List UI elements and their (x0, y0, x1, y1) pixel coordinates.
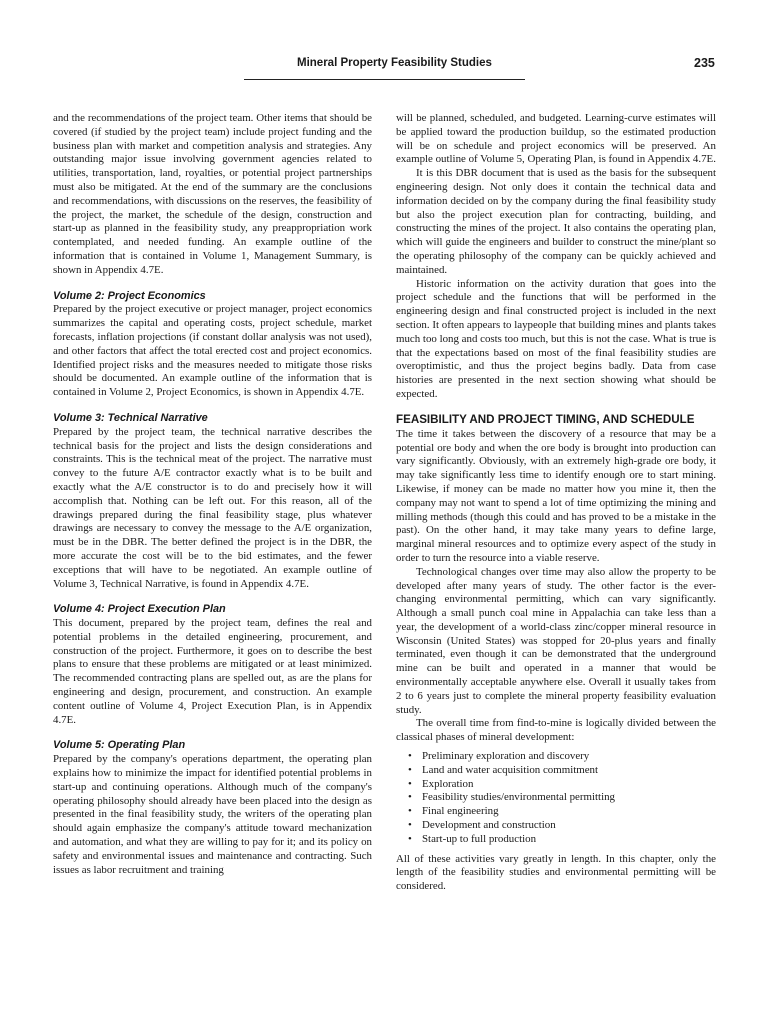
page-number: 235 (694, 56, 715, 70)
time-to-production-paragraph: The time it takes between the discovery of a resource that may be a potential ore body and when the ore body is brought into production can vary significantly. Obviously, with an extremely high-grade ore body, it may take significantly less time to identify enough ore to start mining. Likewise, if money can be made no matter how you mine it, then the company may not want to spend a lot of time optimizing the mining and milling methods (though this could and has proved to be a mistake in the past). On the other hand, it may take many years to define large, marginal mineral resources and to optimize every aspect of the study in order to turn the resource into a viable reserve. (396, 427, 716, 564)
list-item: • Development and construction (422, 819, 716, 833)
header-rule (244, 79, 525, 80)
list-item: • Preliminary exploration and discovery (422, 750, 716, 764)
running-header-title: Mineral Property Feasibility Studies (297, 57, 492, 69)
list-item: • Exploration (422, 778, 716, 792)
intro-paragraph: and the recommendations of the project team. Other items that should be covered (if studied by the project team) include project funding and the business plan with market and competition analysis and strategies. Any outstanding major issue involving government agencies related to utilities, transportation, land, royalties, or potential project partnerships must also be mitigated. At the end of the summary are the conclusions and recommendations, with discussions on the reserves, the feasibility of the project, the market, the schedule of the design, construction and start-up as planned in the feasibility study, any preappropriation work contemplated, and needed funding. An example outline of the information that is contained in Volume 1, Management Summary, is shown in Appendix 4.7E. (53, 112, 372, 276)
list-item: • Feasibility studies/environmental permitting (422, 791, 716, 805)
list-item: • Final engineering (422, 805, 716, 819)
volume-2-body: Prepared by the project executive or project manager, project economics summarizes the capital and operating costs, project schedule, market forecasts, inflation projections (if constant dollar analysis was not used), and other factors that affect the total erected cost and project economics. Identified project risks and the measures needed to mitigate those risks should be documented. An example outline of the information that is contained in Volume 2, Project Economics, is shown in Appendix 4.7E. (53, 303, 372, 399)
technological-changes-paragraph: Technological changes over time may also allow the property to be developed after many years of study. The other factor is the ever-changing environmental permitting, which can vary significantly. Although a small punch coal mine in Appalachia can take less than a year, the development of a world-class zinc/copper mineral resource in Wisconsin (United States) was stopped for 20-plus years and finally terminated, even though it can be demonstrated that the underground mine can be built and operated in a manner that would be environmentally acceptable anywhere else. Overall it usually takes from 2 to 6 years just to complete the mineral property feasibility evaluation study. (396, 565, 716, 716)
right-column (396, 112, 716, 894)
section-heading-feasibility-timing: FEASIBILITY AND PROJECT TIMING, AND SCHEDULE (396, 412, 695, 426)
operating-plan-continuation: will be planned, scheduled, and budgeted. Learning-curve estimates will be applied toward the production buildup, so the estimated production will be on schedule and project economics will be preserved. An example outline of Volume 5, Operating Plan, is found in Appendix 4.7E. (396, 112, 716, 166)
dbr-basis-paragraph: It is this DBR document that is used as the basis for the subsequent engineering design. Not only does it contain the technical data and information decided on by the company during the final feasibility study but also the project execution plan for contracting, building, and constructing the mines of the project. It also contains the operating plan, which will guide the engineers and builder to construct the mine/plant so the operating philosophy of the company can be quickly achieved and maintained. (396, 167, 716, 276)
volume-4-body: This document, prepared by the project team, defines the real and potential problems in the detailed engineering, procurement, and construction of the project. Furthermore, it goes on to describe the best plans to ensure that these problems are mitigated or at least minimized. The recommended contracting plans are spelled out, as are the plans for engineering and design, procurement, and construction. An example content outline of Volume 4, Project Execution Plan, is in Appendix 4.7E. (53, 617, 372, 726)
closing-paragraph: All of these activities vary greatly in length. In this chapter, only the length of the feasibility studies and environmental permitting will be considered. (396, 852, 716, 893)
volume-2-heading: Volume 2: Project Economics (53, 289, 206, 302)
volume-5-heading: Volume 5: Operating Plan (53, 739, 186, 752)
list-item: • Start-up to full production (422, 833, 716, 847)
find-to-mine-paragraph: The overall time from find-to-mine is logically divided between the classical phases of mineral development: (396, 717, 716, 744)
volume-4-heading: Volume 4: Project Execution Plan (53, 603, 226, 616)
volume-3-heading: Volume 3: Technical Narrative (53, 411, 208, 424)
left-column (53, 112, 372, 877)
historic-information-paragraph: Historic information on the activity duration that goes into the project schedule and the functions that will be performed in the engineering design and final constructed project is included in the next section. It often appears to laypeople that building mines and plants takes much too long and costs too much, but this is not the case. What is true is that the expectations based on most of the final feasibility studies are overoptimistic, and thus the project begins badly. Data from case histories are presented in the next section showing what should be expected. (396, 277, 716, 400)
volume-3-body: Prepared by the project team, the technical narrative describes the technical basis for the project and lists the design considerations and constraints. This is the technical meat of the project. The narrative must convey to the future A/E contractor exactly what is to be built and exactly what the A/E constructor is to do and precisely how it will accomplish that. Nothing can be left out. For this reason, all of the drawings prepared during the final feasibility stage, plus whatever drawings are necessary to convey the message to the A/E organization, must be in the DBR. The better defined the project is in the DBR, the more accurate the cost will be to the bid estimates, and the fewer exceptions that will have to be negotiated. An example outline of Volume 3, Technical Narrative, is found in Appendix 4.7E. (53, 425, 372, 590)
development-phases-list (396, 750, 716, 847)
list-item: • Land and water acquisition commitment (422, 764, 716, 778)
volume-5-body: Prepared by the company's operations department, the operating plan explains how to minimize the impact for identified potential problems in start-up and continuing operations. Although much of the company's operating philosophy should already have been placed into the design as presented in the final feasibility study, the writers of the operating plan should again emphasize the company's attitude toward mechanization and automation, and what they are willing to pay for it; and its policy on safety and environmental issues and maintenance and contracting. Such issues as labor recruitment and training (53, 753, 372, 876)
